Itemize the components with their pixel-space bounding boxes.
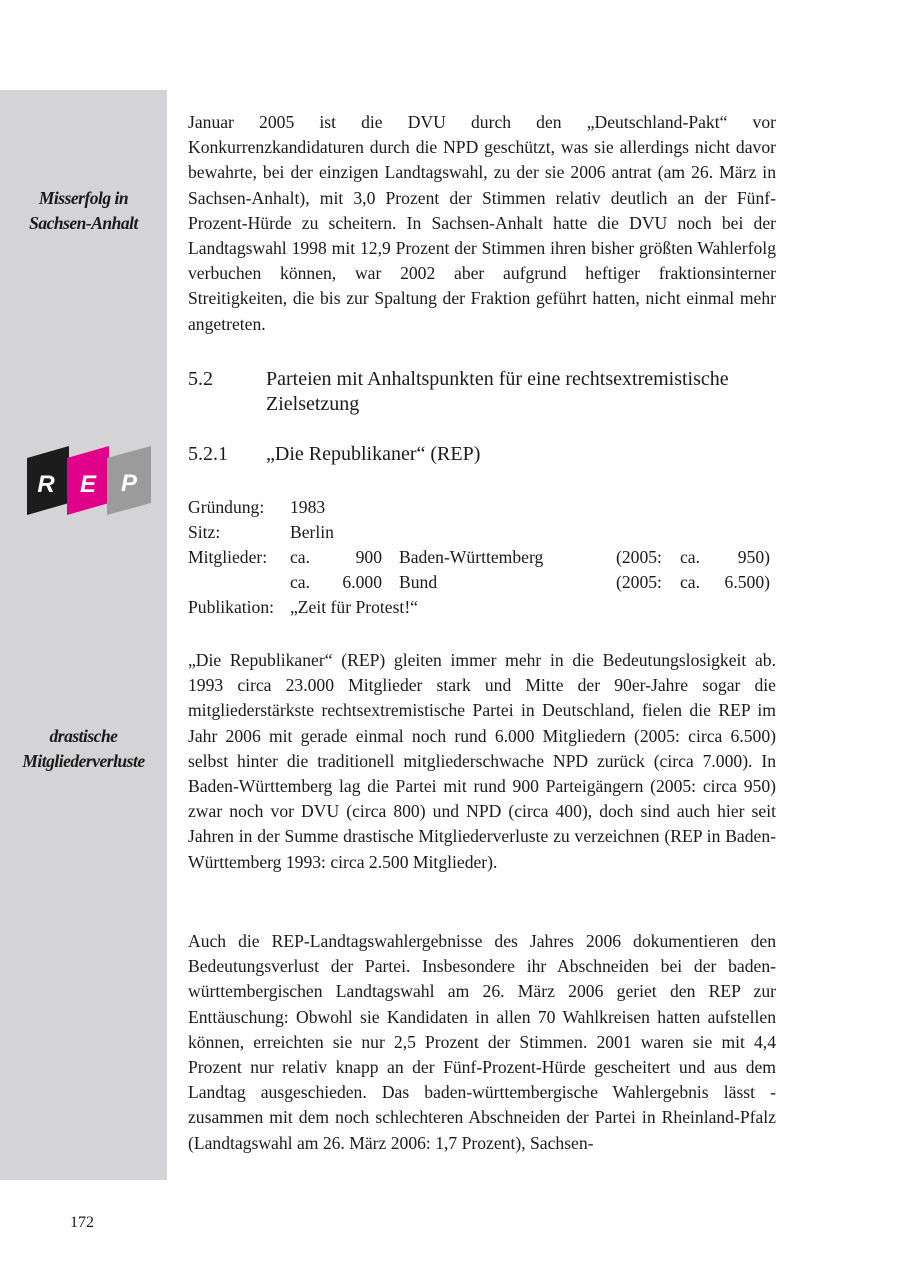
founding-value: 1983 (290, 497, 326, 517)
members-prev-label: (2005: (616, 572, 662, 592)
section-number: 5.2 (188, 368, 213, 390)
paragraph: „Die Republikaner“ (REP) gleiten immer mehr in die Bedeutungslosigkeit ab. 1993 circa 23.000 Mitglieder stark und Mitte der 90er-Jahre sogar die mitgliederstärkste rechtsextremistische Partei in Deutschland, fielen die REP im Jahr 2006 mit gerade einmal noch rund 6.000 Mitgliedern (2005: circa 6.500) selbst hinter die traditionell mitgliederschwache NPD zurück (circa 7.000). In Baden-Württemberg lag die Partei mit rund 900 Parteigängern (2005: circa 950) zwar noch vor DVU (circa 800) und NPD (circa 400), doch sind auch hier seit Jahren in der Summe drastische Mitgliederverluste zu verzeichnen (REP in Baden-Württemberg 1993: circa 2.500 Mitglieder). (188, 650, 776, 872)
margin-note-line: drastische (49, 726, 118, 746)
margin-note-misserfolg (0, 186, 167, 236)
margin-note-line: Mitgliederverluste (22, 751, 145, 771)
margin-note-line: Sachsen-Anhalt (29, 213, 138, 233)
members-region: Baden-Württemberg (399, 547, 544, 567)
paragraph: Auch die REP-Landtagswahlergebnisse des Jahres 2006 dokumentieren den Bedeutungsverlust der Partei. Insbesondere ihr Abschneiden bei der baden-württembergischen Landtagswahl am 26. März 2006 geriet den REP zur Enttäuschung: Obwohl sie Kandidaten in allen 70 Wahlkreisen hatten aufstellen können, erreichten sie nur 2,5 Prozent der Stimmen. 2001 waren sie mit 4,4 Prozent nur relativ knapp an der Fünf-Prozent-Hürde gescheitert und aus dem Landtag ausgeschieden. Das baden-württembergische Wahlergebnis lässt - zusammen mit dem noch schlechteren Abschneiden der Partei in Rheinland-Pfalz (Landtagswahl am 26. März 2006: 1,7 Prozent), Sachsen- (188, 931, 776, 1153)
margin-sidebar (0, 90, 167, 1180)
rep-logo-letter-e: E (79, 471, 97, 498)
members-prev-ca: ca. (680, 572, 701, 592)
subsection-number: 5.2.1 (188, 443, 228, 465)
subsection-title: „Die Republikaner“ (REP) (266, 443, 481, 465)
margin-note-mitgliederverluste (0, 724, 167, 774)
members-ca: ca. (290, 572, 311, 592)
margin-note-line: Misserfolg in (38, 188, 129, 208)
publication-label: Publikation: (188, 597, 275, 617)
members-ca: ca. (290, 547, 311, 567)
members-count: 6.000 (342, 572, 382, 592)
members-prev-count: 950) (737, 547, 770, 567)
members-prev-count: 6.500) (724, 572, 770, 592)
body-text-block-1 (188, 110, 776, 337)
seat-value: Berlin (290, 522, 334, 542)
body-text-block-3 (188, 929, 776, 1156)
page-number: 172 (70, 1214, 94, 1231)
body-text-block-2 (188, 648, 776, 875)
rep-logo-letter-p: P (120, 470, 138, 497)
members-prev-label: (2005: (616, 547, 662, 567)
rep-logo-letter-r: R (37, 471, 55, 498)
members-label: Mitglieder: (188, 547, 268, 567)
section-title: Parteien mit Anhaltspunkten für eine rechtsextremistische Zielsetzung (266, 368, 729, 415)
paragraph: Januar 2005 ist die DVU durch den „Deutschland-Pakt“ vor Konkurrenzkandidaturen durch die NPD geschützt, was sie allerdings nicht davor bewahrte, bei der einzigen Landtagswahl, zu der sie 2006 antrat (am 26. März in Sachsen-Anhalt), mit 3,0 Prozent der Stimmen relativ deutlich an der Fünf-Prozent-Hürde zu scheitern. In Sachsen-Anhalt hatte die DVU noch bei der Landtagswahl 1998 mit 12,9 Prozent der Stimmen ihren bisher größten Wahlerfolg verbuchen können, war 2002 aber aufgrund heftiger fraktionsinterner Streitigkeiten, die bis zur Spaltung der Fraktion geführt hatten, nicht einmal mehr angetreten. (188, 112, 776, 334)
seat-label: Sitz: (188, 522, 221, 542)
publication-value: „Zeit für Protest!“ (290, 597, 418, 617)
members-prev-ca: ca. (680, 547, 701, 567)
rep-logo (27, 446, 153, 516)
founding-label: Gründung: (188, 497, 265, 517)
members-count: 900 (355, 547, 382, 567)
members-region: Bund (399, 572, 438, 592)
